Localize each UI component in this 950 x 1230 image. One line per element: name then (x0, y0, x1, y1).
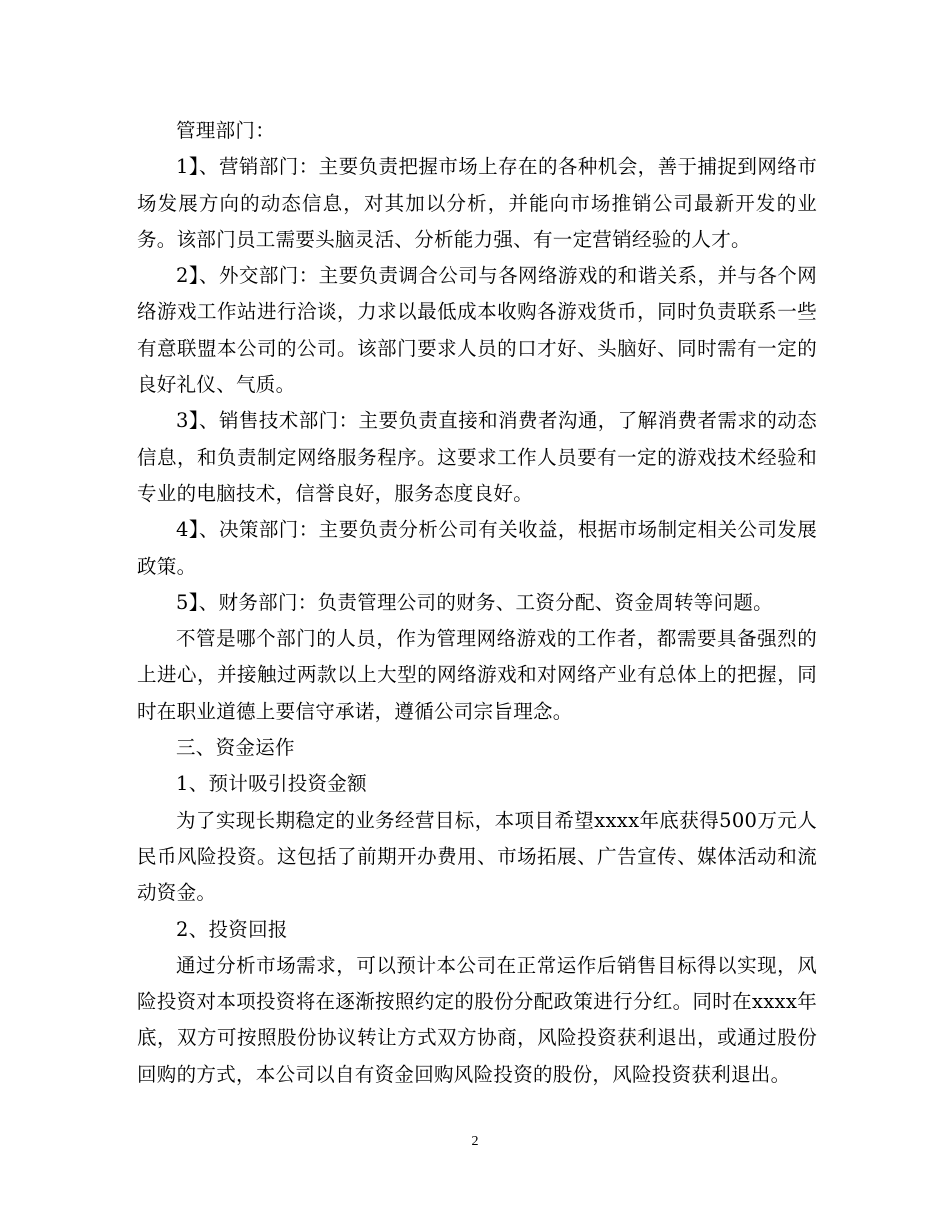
paragraph-external-affairs-department: 2】、外交部门：主要负责调合公司与各网络游戏的和谐关系，并与各个网络游戏工作站进行洽谈，力求以最低成本收购各游戏货币，同时负责联系一些有意联盟本公司的公司。该部门要求人员的口才好、头脑好、同时需有一定的良好礼仪、气质。 (137, 264, 817, 397)
document-body (137, 113, 817, 1093)
paragraph-staff-requirements: 不管是哪个部门的人员，作为管理网络游戏的工作者，都需要具备强烈的上进心，并接触过两款以上大型的网络游戏和对网络产业有总体上的把握，同时在职业道德上要信守承诺，遵循公司宗旨理念。 (137, 627, 817, 723)
section-heading-management: 管理部门： (176, 119, 276, 142)
paragraph-investment-amount: 为了实现长期稳定的业务经营目标，本项目希望xxxx年底获得500万元人民币风险投资。这包括了前期开办费用、市场拓展、广告宣传、媒体活动和流动资金。 (137, 808, 817, 905)
page-number: 2 (471, 1134, 479, 1149)
subheading-expected-investment: 1、预计吸引投资金额 (176, 772, 367, 796)
paragraph-sales-technology-department: 3】、销售技术部门：主要负责直接和消费者沟通，了解消费者需求的动态信息，和负责制定网络服务程序。这要求工作人员要有一定的游戏技术经验和专业的电脑技术，信誉良好，服务态度良好。 (137, 409, 817, 505)
paragraph-investment-return: 通过分析市场需求，可以预计本公司在正常运作后销售目标得以实现，风险投资对本项投资将在逐渐按照约定的股份分配政策进行分红。同时在xxxx年底，双方可按照股份协议转让方式双方协商，风险投资获利退出，或通过股份回购的方式，本公司以自有资金回购风险投资的股份，风险投资获利退出。 (137, 953, 817, 1086)
paragraph-marketing-department: 1】、营销部门：主要负责把握市场上存在的各种机会，善于捕捉到网络市场发展方向的动态信息，对其加以分析，并能向市场推销公司最新开发的业务。该部门员工需要头脑灵活、分析能力强、有一定营销经验的人才。 (137, 155, 817, 251)
subheading-investment-return: 2、投资回报 (176, 917, 288, 941)
paragraph-finance-department: 5】、财务部门：负责管理公司的财务、工资分配、资金周转等问题。 (176, 590, 773, 614)
section-heading-capital-operation: 三、资金运作 (176, 736, 295, 760)
paragraph-decision-department: 4】、决策部门：主要负责分析公司有关收益，根据市场制定相关公司发展政策。 (137, 518, 817, 578)
